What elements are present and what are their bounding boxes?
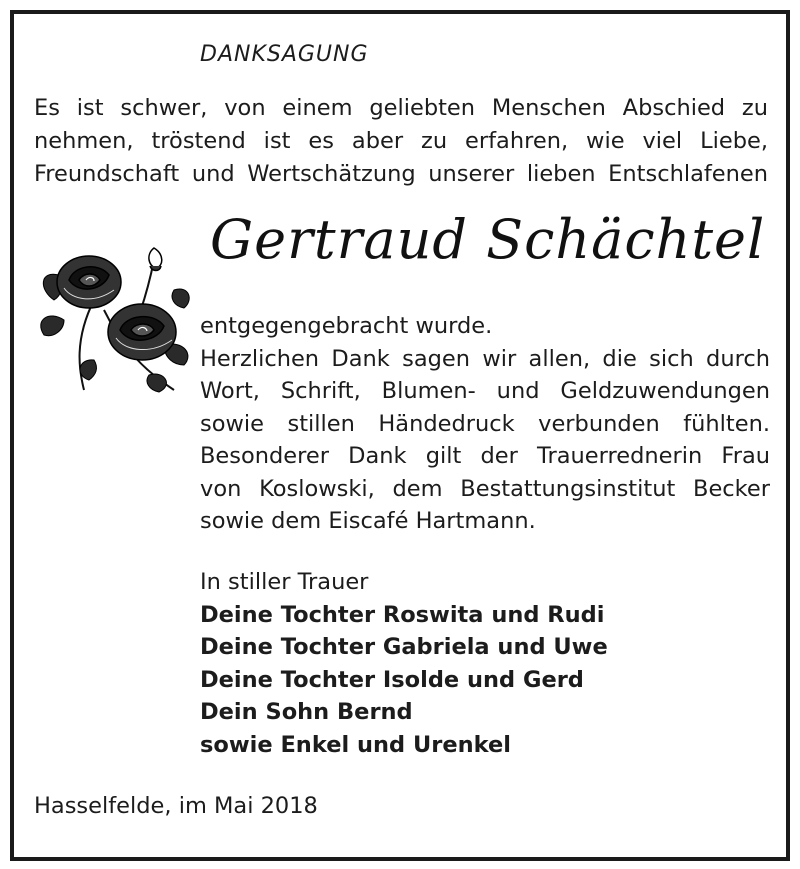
intro-line: Es ist schwer, von einem geliebten Menschen Abschied zu — [34, 95, 768, 121]
thanks-line: Herzlichen Dank sagen wir allen, die sich durch — [200, 345, 770, 372]
intro-line: Freundschaft und Wertschätzung unserer lieben Entschlafenen — [34, 161, 768, 187]
deceased-name: Gertraud Schächtel — [210, 208, 766, 271]
intro-paragraph — [34, 92, 768, 191]
thanks-line: Besonderer Dank gilt der Trauerrednerin Frau — [200, 443, 770, 469]
roses-icon — [34, 240, 199, 395]
thanks-line: sowie stillen Händedruck verbunden fühlten. — [200, 410, 770, 437]
mourners-block — [200, 566, 608, 761]
mourner-line: Deine Tochter Gabriela und Uwe — [200, 634, 608, 660]
thanks-line: entgegengebracht wurde. — [200, 313, 493, 339]
mourning-label: In stiller Trauer — [200, 569, 369, 595]
place-date: Hasselfelde, im Mai 2018 — [34, 793, 318, 819]
thanks-line: sowie dem Eiscafé Hartmann. — [200, 508, 536, 534]
mourner-line: Deine Tochter Roswita und Rudi — [200, 601, 605, 628]
mourner-line: Deine Tochter Isolde und Gerd — [200, 666, 584, 693]
thanks-paragraph — [200, 310, 770, 538]
notice-heading: DANKSAGUNG — [200, 42, 369, 67]
intro-line: nehmen, tröstend ist es aber zu erfahren, wie viel Liebe, — [34, 128, 768, 154]
thanks-line: Wort, Schrift, Blumen- und Geldzuwendungen — [200, 378, 770, 404]
thanks-line: von Koslowski, dem Bestattungsinstitut Becker — [200, 475, 770, 502]
mourner-line: Dein Sohn Bernd — [200, 699, 413, 725]
mourner-line: sowie Enkel und Urenkel — [200, 731, 511, 758]
